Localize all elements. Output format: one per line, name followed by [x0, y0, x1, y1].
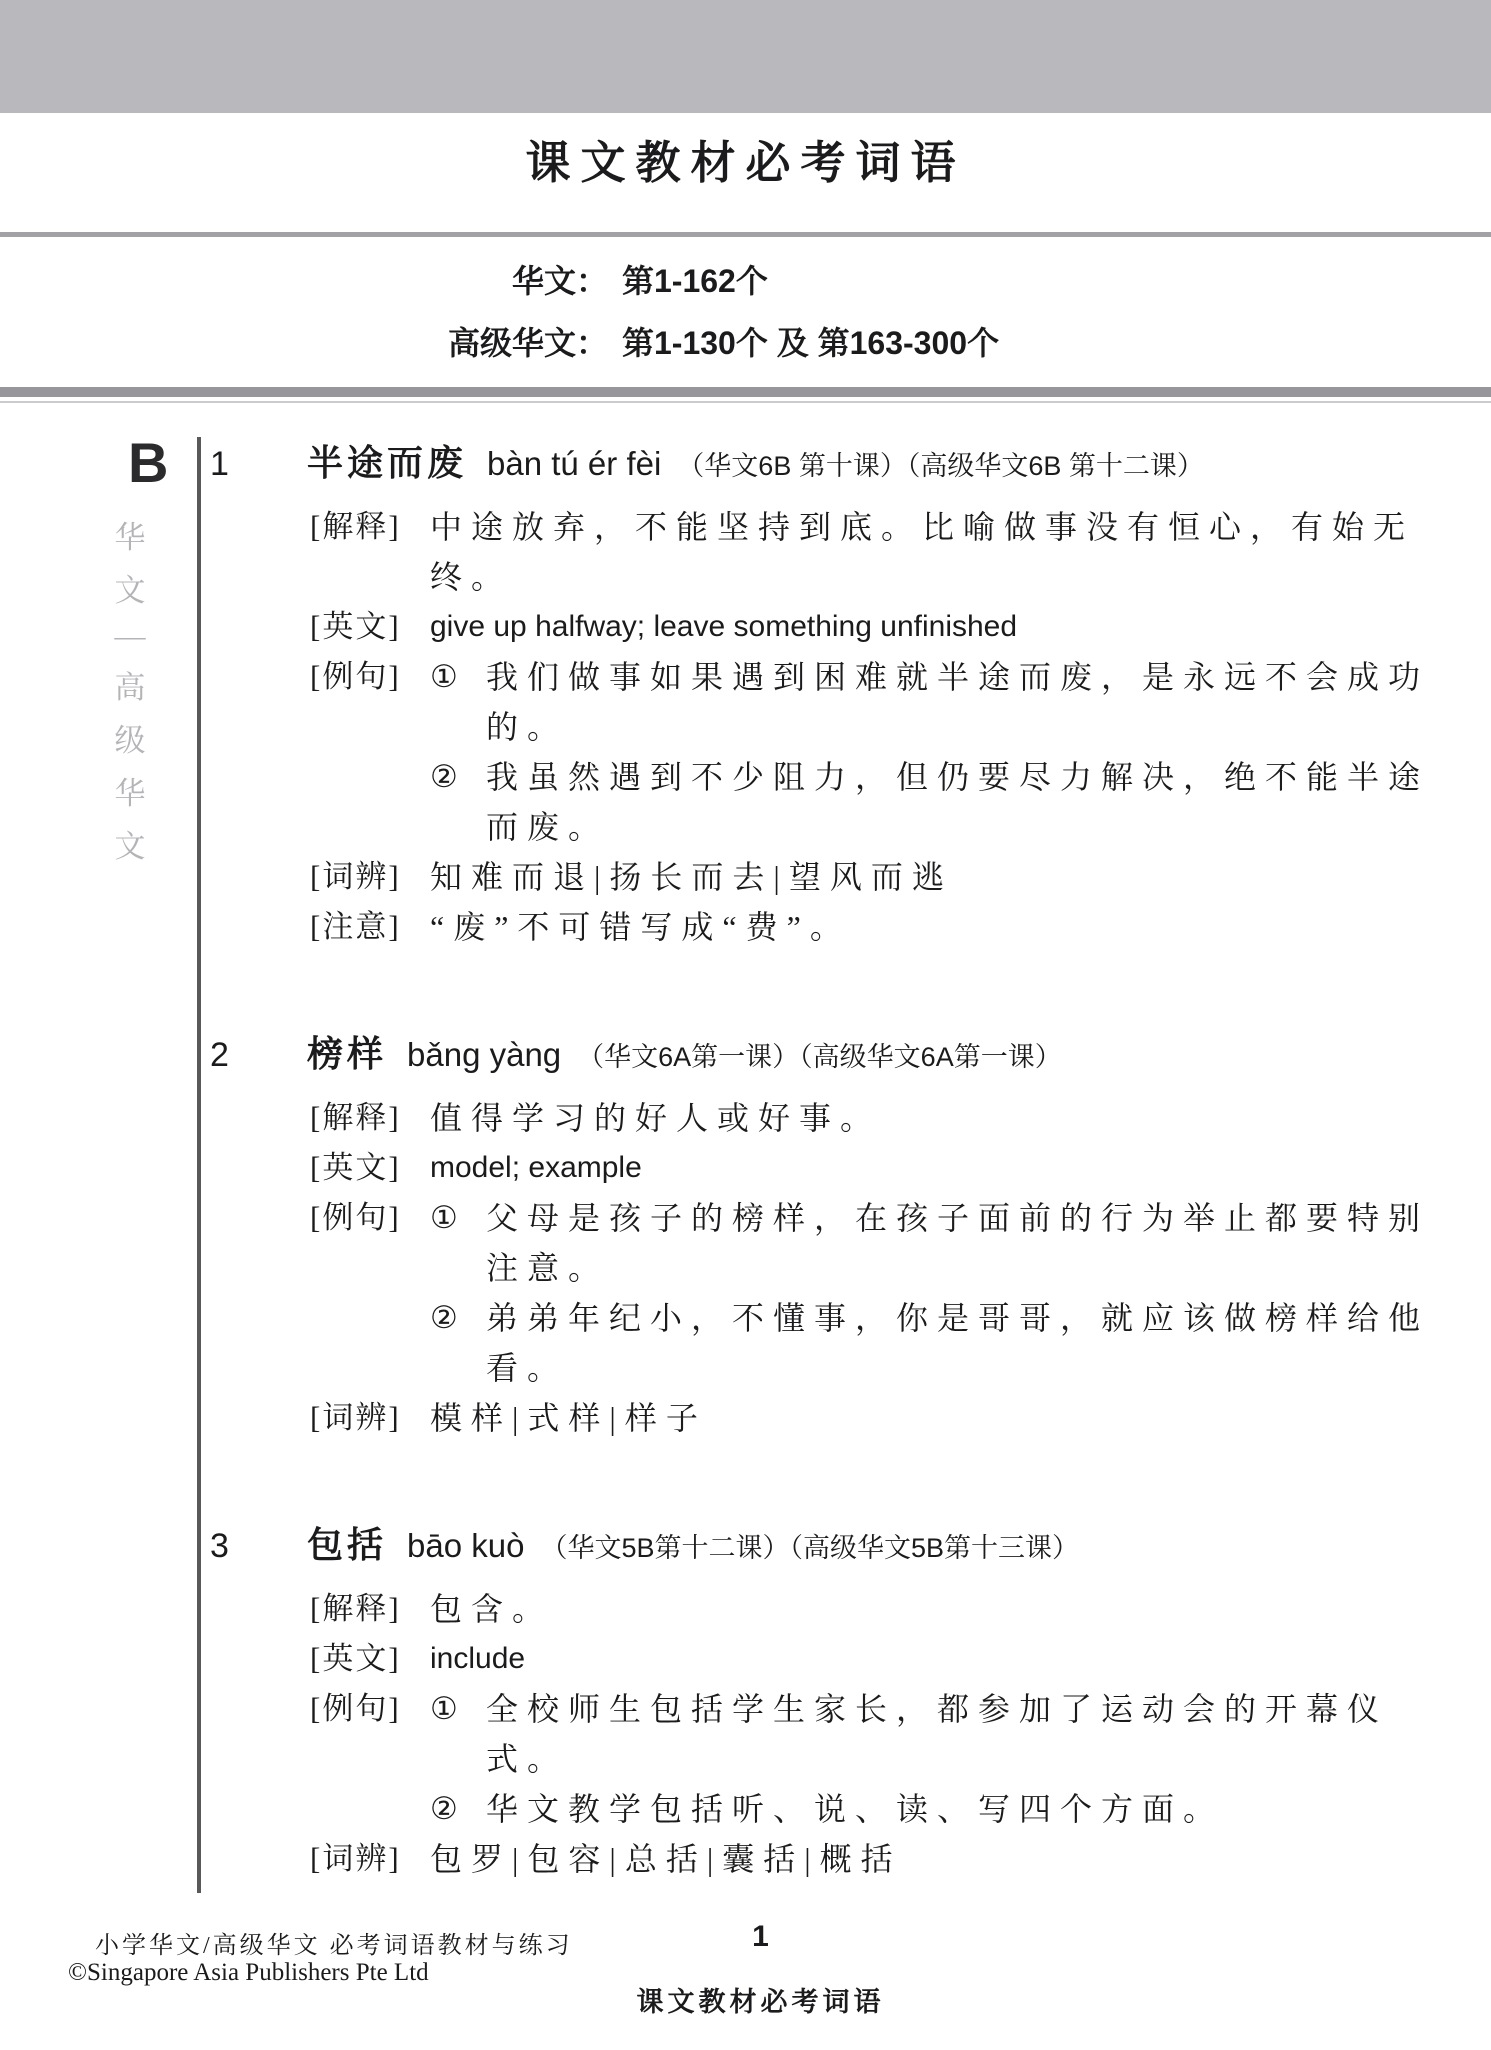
title-divider — [0, 232, 1491, 237]
vocab-entry — [210, 1519, 1445, 1884]
example-list — [430, 652, 1445, 852]
row-label: [英文] — [310, 1641, 401, 1676]
entry-number: 2 — [210, 1036, 229, 1074]
entry-header — [210, 437, 1445, 492]
word-discrimination-row — [310, 852, 1445, 902]
page-number: 1 — [752, 1920, 769, 1953]
example-item — [430, 1193, 1445, 1293]
page-title: 课文教材必考词语 — [525, 137, 966, 188]
english-row — [310, 1143, 1445, 1193]
content-divider-line — [197, 437, 201, 1893]
example-item — [430, 1293, 1445, 1393]
entry-term: 榜样 — [307, 1033, 388, 1074]
example-marker: ② — [430, 759, 458, 794]
definition-text: 值得学习的好人或好事。 — [430, 1100, 882, 1136]
header-bottom-rule-thin — [0, 401, 1491, 403]
entry-number: 3 — [210, 1527, 229, 1565]
row-label: [例句] — [310, 1691, 401, 1726]
entry-term: 包括 — [307, 1524, 388, 1565]
example-item — [430, 752, 1445, 852]
note-row — [310, 902, 1445, 952]
word-discrimination-row — [310, 1393, 1445, 1443]
english-text: give up halfway; leave something unfinished — [430, 610, 1018, 643]
examples-row — [310, 652, 1445, 852]
entry-header — [210, 1028, 1445, 1083]
example-list — [430, 1684, 1445, 1834]
sidebar-char: 文 — [114, 829, 146, 864]
note-text: “废”不可错写成“费”。 — [430, 909, 851, 945]
row-label: [解释] — [310, 509, 401, 544]
subtitle-line-higher-chinese — [0, 312, 1491, 374]
example-item — [430, 652, 1445, 752]
example-text: 弟弟年纪小，不懂事，你是哥哥，就应该做榜样给他看。 — [486, 1300, 1430, 1386]
row-label: [英文] — [310, 609, 401, 644]
section-letter-tab: B — [128, 431, 169, 494]
entry-term: 半途而废 — [307, 442, 468, 483]
example-marker: ② — [430, 1791, 458, 1826]
vocab-entry — [210, 1028, 1445, 1443]
entry-pinyin: bǎng yàng — [407, 1036, 562, 1073]
vocabulary-list — [210, 437, 1445, 1884]
sidebar-char: 级 — [114, 723, 146, 758]
example-marker: ① — [430, 659, 458, 694]
definition-row — [310, 1584, 1445, 1634]
subtitle-label: 高级华文： — [447, 325, 608, 361]
sidebar-char: 文 — [114, 573, 146, 608]
sidebar-char: — — [114, 618, 146, 653]
entry-pinyin: bàn tú ér fèi — [487, 445, 662, 482]
row-label: [解释] — [310, 1100, 401, 1135]
english-text: include — [430, 1642, 526, 1675]
subtitle-range: 第1-162个 — [622, 263, 768, 299]
footer-book-title: 小学华文/高级华文 必考词语教材与练习 — [95, 1933, 573, 1959]
example-text: 我们做事如果遇到困难就半途而废，是永远不会成功的。 — [486, 659, 1430, 745]
example-list — [430, 1193, 1445, 1393]
entry-lesson-refs: （华文6B 第十课）（高级华文6B 第十二课） — [677, 451, 1204, 481]
entry-pinyin: bāo kuò — [407, 1527, 525, 1564]
english-text: model; example — [430, 1151, 642, 1184]
sidebar-vertical-label — [102, 512, 158, 866]
example-marker: ① — [430, 1200, 458, 1235]
subtitle-block — [0, 250, 1491, 374]
entry-header — [210, 1519, 1445, 1574]
example-item — [430, 1784, 1445, 1834]
examples-row — [310, 1684, 1445, 1834]
entry-lesson-refs: （华文5B第十二课）（高级华文5B第十三课） — [540, 1533, 1080, 1563]
word-discrimination-text: 模样|式样|样子 — [430, 1400, 707, 1436]
definition-text: 中途放弃，不能坚持到底。比喻做事没有恒心，有始无终。 — [430, 509, 1415, 595]
header-bottom-rule — [0, 387, 1491, 397]
sidebar-char: 高 — [114, 670, 146, 705]
example-text: 华文教学包括听、说、读、写四个方面。 — [486, 1791, 1225, 1827]
row-label: [解释] — [310, 1591, 401, 1626]
entry-number: 1 — [210, 445, 229, 483]
footer-copyright: ©Singapore Asia Publishers Pte Ltd — [68, 1959, 429, 1986]
subtitle-line-chinese — [0, 250, 1491, 312]
row-label: [例句] — [310, 659, 401, 694]
word-discrimination-text: 知难而退|扬长而去|望风而逃 — [430, 859, 953, 895]
sidebar-char: 华 — [114, 776, 146, 811]
row-label: [例句] — [310, 1200, 401, 1235]
english-row — [310, 1634, 1445, 1684]
definition-row — [310, 502, 1445, 602]
definition-row — [310, 1093, 1445, 1143]
word-discrimination-row — [310, 1834, 1445, 1884]
example-text: 我虽然遇到不少阻力，但仍要尽力解决，绝不能半途而废。 — [486, 759, 1430, 845]
subtitle-label: 华文： — [511, 263, 608, 299]
top-gray-band — [0, 0, 1491, 113]
example-marker: ② — [430, 1300, 458, 1335]
row-label: [词辨] — [310, 859, 401, 894]
example-text: 父母是孩子的榜样，在孩子面前的行为举止都要特别注意。 — [486, 1200, 1430, 1286]
footer-section-title: 课文教材必考词语 — [636, 1987, 885, 2017]
row-label: [注意] — [310, 909, 401, 944]
word-discrimination-text: 包罗|包容|总括|囊括|概括 — [430, 1841, 902, 1877]
definition-text: 包含。 — [430, 1591, 554, 1627]
row-label: [词辨] — [310, 1400, 401, 1435]
example-item — [430, 1684, 1445, 1784]
row-label: [词辨] — [310, 1841, 401, 1876]
examples-row — [310, 1193, 1445, 1393]
english-row — [310, 602, 1445, 652]
entry-lesson-refs: （华文6A第一课）（高级华文6A第一课） — [577, 1042, 1062, 1072]
subtitle-range: 第1-130个 及 第163-300个 — [622, 325, 1000, 361]
sidebar-char: 华 — [114, 520, 146, 555]
vocab-entry — [210, 437, 1445, 952]
example-marker: ① — [430, 1691, 458, 1726]
row-label: [英文] — [310, 1150, 401, 1185]
example-text: 全校师生包括学生家长，都参加了运动会的开幕仪式。 — [486, 1691, 1389, 1777]
